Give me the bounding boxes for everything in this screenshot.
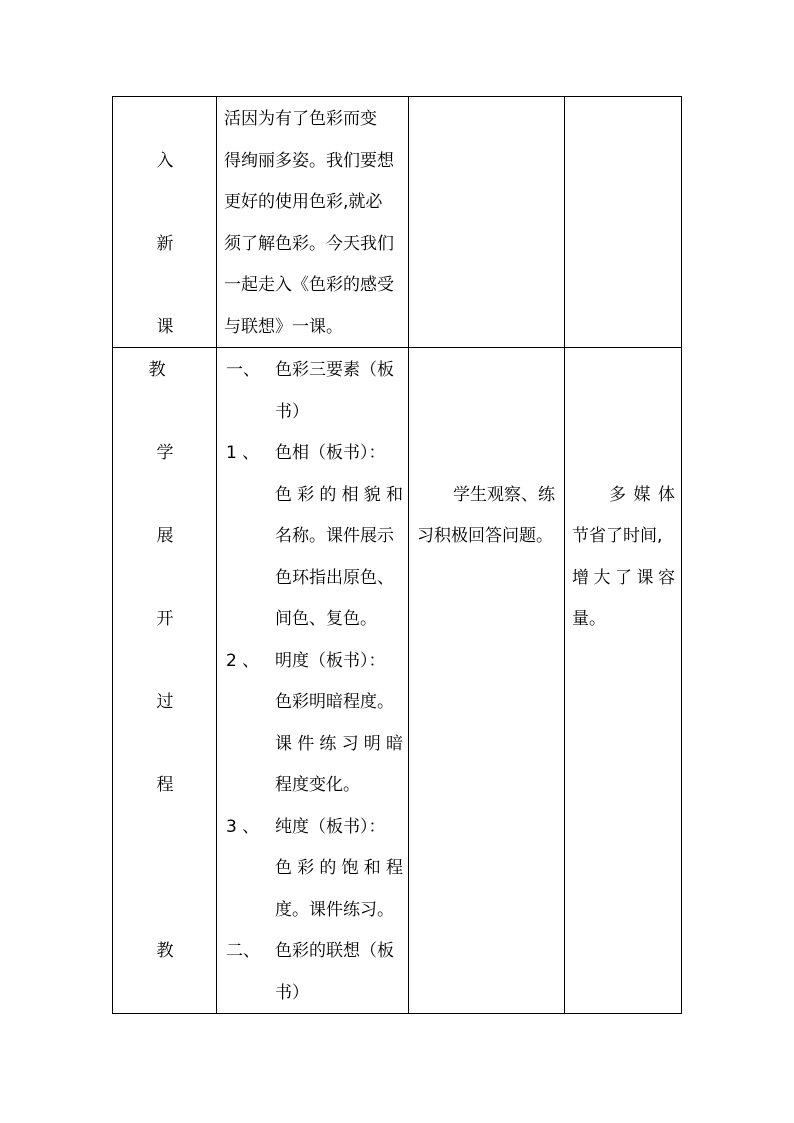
content-line: 书）	[275, 983, 309, 1003]
content-line: 色环指出原色、	[275, 568, 394, 588]
note-line: 多媒体	[609, 485, 675, 505]
note-cell-process	[565, 348, 682, 1014]
content-line: 间色、复色。	[275, 609, 377, 629]
stage-cell-intro	[113, 97, 217, 348]
content-line: 色彩三要素（板	[275, 360, 394, 380]
content-line: 一起走入《色彩的感受	[224, 275, 394, 295]
content-line: 更好的使用色彩,就必	[224, 192, 383, 212]
content-line: 度。课件练习。	[275, 900, 394, 920]
item-number: 1 、	[226, 443, 260, 463]
table-row-process	[113, 348, 682, 1014]
content-cell-intro	[217, 97, 409, 348]
stage-char: 教	[156, 941, 174, 961]
content-line: 色彩的联想（板	[275, 941, 394, 961]
note-line: 增大了课容	[572, 568, 675, 588]
stage-char: 开	[156, 609, 174, 629]
content-line: 书）	[275, 402, 309, 422]
content-line: 须了解色彩。今天我们	[224, 234, 394, 254]
table-row-intro	[113, 97, 682, 348]
stage-cell-process	[113, 348, 217, 1014]
stage-char: 学	[156, 443, 174, 463]
content-line: 课件练习明暗	[275, 734, 403, 754]
stage-char: 程	[156, 775, 174, 795]
note-line: 节省了时间,	[572, 526, 663, 546]
content-line: 色相（板书）：	[275, 443, 386, 463]
item-number: 2 、	[226, 651, 260, 671]
stage-char: 入	[156, 151, 174, 171]
stage-char: 过	[156, 692, 174, 712]
content-line: 名称。课件展示	[275, 526, 394, 546]
item-number: 3 、	[226, 817, 260, 837]
activity-cell-process	[409, 348, 565, 1014]
content-line: 活因为有了色彩而变	[224, 109, 377, 129]
lesson-plan-table	[112, 96, 682, 1014]
stage-char: 课	[156, 317, 174, 337]
content-line: 明度（板书）：	[275, 651, 386, 671]
item-number: 二、	[226, 941, 260, 961]
content-line: 色彩明暗程度。	[275, 692, 394, 712]
stage-char: 教	[148, 360, 166, 380]
content-line: 色彩的饱和程	[275, 858, 403, 878]
content-line: 与联想》一课。	[224, 317, 343, 337]
activity-line: 习积极回答问题。	[417, 526, 553, 546]
content-line: 色彩的相貌和	[275, 485, 403, 505]
stage-char: 展	[156, 526, 174, 546]
content-line: 得绚丽多姿。我们要想	[224, 151, 394, 171]
note-cell-intro	[565, 97, 682, 348]
activity-line: 学生观察、练	[453, 485, 555, 505]
note-line: 量。	[572, 609, 606, 629]
item-number: 一、	[226, 360, 260, 380]
content-cell-process	[217, 348, 409, 1014]
content-line: 纯度（板书）：	[275, 817, 386, 837]
activity-cell-intro	[409, 97, 565, 348]
stage-char: 新	[156, 234, 174, 254]
content-line: 程度变化。	[275, 775, 360, 795]
